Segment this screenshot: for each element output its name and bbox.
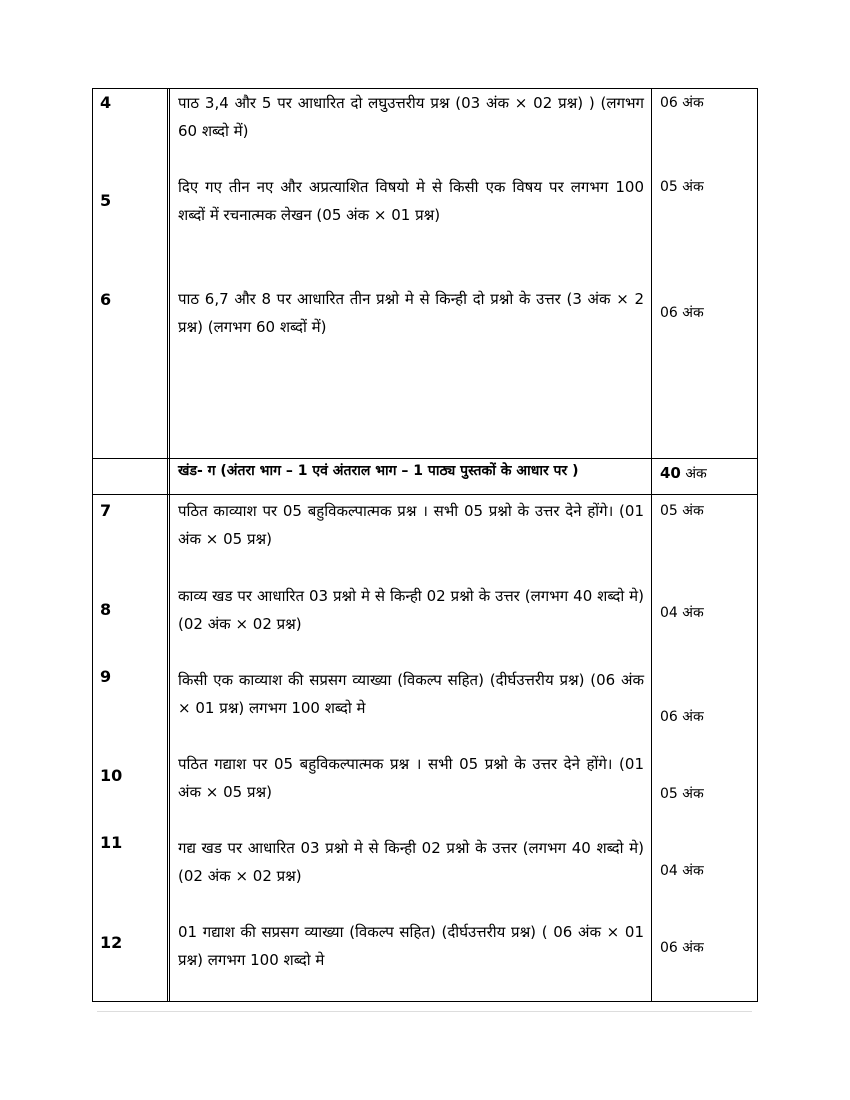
row-marks: 05 अंक (660, 503, 704, 519)
table-divider-2 (651, 88, 652, 1002)
row-number: 9 (100, 667, 112, 686)
row-number: 10 (100, 766, 123, 785)
row-description: पाठ 3,4 और 5 पर आधारित दो लघुउत्तरीय प्रश्न (03 अंक × 02 प्रश्न) ) (लगभग 60 शब्दो में) (178, 94, 644, 140)
row-marks: 06 अंक (660, 305, 704, 321)
row-marks: 06 अंक (660, 709, 704, 725)
row-number: 5 (100, 191, 112, 210)
row-marks: 05 अंक (660, 786, 704, 802)
row-description: काव्य खड पर आधारित 03 प्रश्नो मे से किन्ही 02 प्रश्नो के उत्तर (लगभग 40 शब्दो मे) (02 अंक × 02 प्रश्न) (178, 587, 644, 633)
section-title: खंड- ग (अंतरा भाग – 1 एवं अंतराल भाग – 1 पाठ्य पुस्तकों के आधार पर ) (178, 463, 579, 479)
row-description: पाठ 6,7 और 8 पर आधारित तीन प्रश्नो मे से किन्ही दो प्रश्नो के उत्तर (3 अंक × 2 प्रश्न) (लगभग 60 शब्दों में) (178, 290, 644, 336)
row-number: 12 (100, 933, 123, 952)
row-description: पठित काव्याश पर 05 बहुविकल्पात्मक प्रश्न । सभी 05 प्रश्नो के उत्तर देने होंगे। (01 अंक × 05 प्रश्न) (178, 502, 644, 548)
row-marks: 06 अंक (660, 95, 704, 111)
row-description: पठित गद्याश पर 05 बहुविकल्पात्मक प्रश्न । सभी 05 प्रश्नो के उत्तर देने होंगे। (01 अंक × 05 प्रश्न) (178, 755, 644, 801)
row-number: 8 (100, 600, 112, 619)
table-divider-1 (167, 88, 168, 1002)
section-marks-unit: अंक (680, 466, 707, 482)
row-description: 01 गद्याश की सप्रसग व्याख्या (विकल्प सहित) (दीर्घउत्तरीय प्रश्न) ( 06 अंक × 01 प्रश्न) लगभग 100 शब्दो मे (178, 923, 644, 969)
table-border-bottom (92, 1001, 757, 1002)
row-number: 4 (100, 93, 112, 112)
row-marks: 04 अंक (660, 863, 704, 879)
row-marks: 05 अंक (660, 179, 704, 195)
table-border-section-bottom (92, 494, 757, 495)
row-description: गद्य खड पर आधारित 03 प्रश्नो मे से किन्ही 02 प्रश्नो के उत्तर (लगभग 40 शब्दो मे) (02 अंक × 02 प्रश्न) (178, 839, 644, 885)
table-border-left (92, 88, 93, 1002)
section-marks-number: 40 (660, 464, 681, 482)
table-divider-1b (169, 88, 170, 1002)
row-marks: 06 अंक (660, 940, 704, 956)
section-marks (660, 460, 707, 487)
row-number: 7 (100, 501, 112, 520)
row-marks: 04 अंक (660, 605, 704, 621)
row-description: किसी एक काव्याश की सप्रसग व्याख्या (विकल्प सहित) (दीर्घउत्तरीय प्रश्न) (06 अंक × 01 प्रश्न) लगभग 100 शब्दो मे (178, 671, 644, 717)
row-number: 11 (100, 833, 123, 852)
row-description: दिए गए तीन नए और अप्रत्याशित विषयो मे से किसी एक विषय पर लगभग 100 शब्दों में रचनात्मक लेखन (05 अंक × 01 प्रश्न) (178, 178, 644, 224)
row-number: 6 (100, 290, 112, 309)
table-border-right (757, 88, 758, 1002)
footer-rule (97, 1011, 752, 1012)
